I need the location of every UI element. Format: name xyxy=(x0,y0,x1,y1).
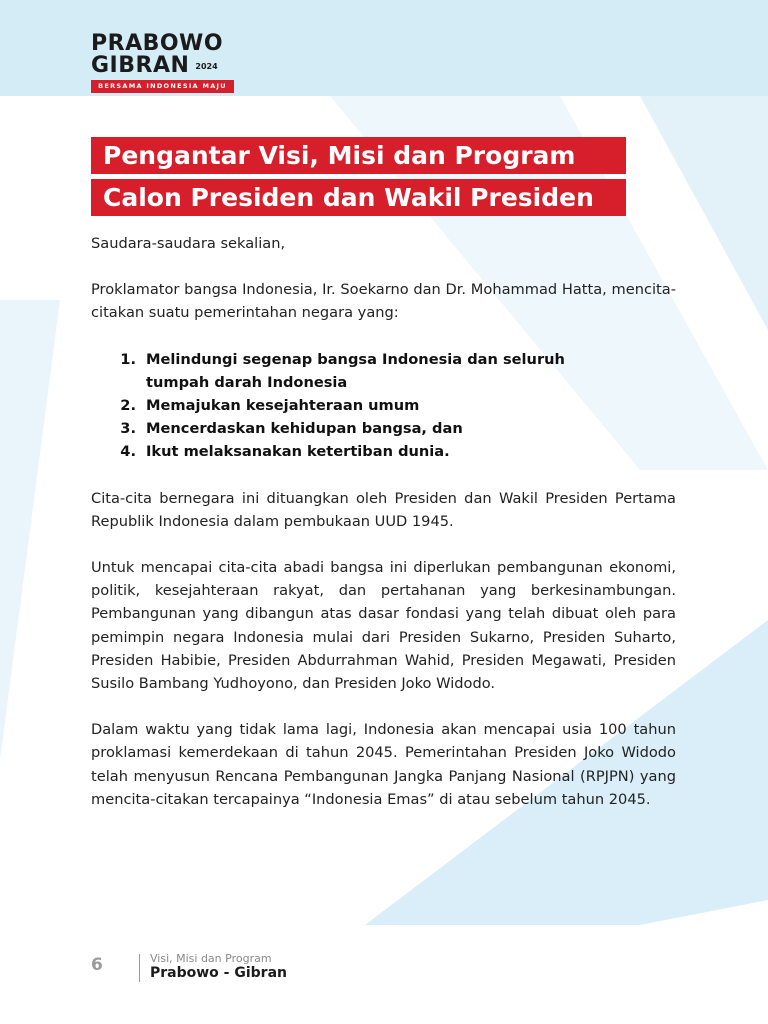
footer-divider xyxy=(139,954,140,982)
page-number: 6 xyxy=(91,955,103,975)
logo-year: 2024 xyxy=(195,62,218,71)
logo-gibran: GIBRAN xyxy=(91,53,190,78)
list-number: 3. xyxy=(120,420,136,438)
logo-line-prabowo: PRABOWO xyxy=(91,31,224,56)
page-title-line-1: Pengantar Visi, Misi dan Program xyxy=(91,137,626,174)
list-number: 1. xyxy=(120,350,136,368)
paragraph-development: Untuk mencapai cita-cita abadi bangsa ini diperlukan pembangunan ekonomi, politik, kesejahteraan rakyat, dan pertahanan yang berkesinambungan. Pembangunan yang dibangun atas dasar fondasi yang telah dibuat oleh para pemimpin negara Indonesia mulai dari Presiden Sukarno, Presiden Suharto, Presiden Habibie, Presiden Abdurrahman Wahid, Presiden Megawati, Presiden Susilo Bambang Yudhoyono, dan Presiden Joko Widodo. xyxy=(91,559,676,693)
list-item xyxy=(91,417,676,440)
page-content xyxy=(91,137,676,811)
list-item xyxy=(91,440,676,463)
list-text: Ikut melaksanakan ketertiban dunia. xyxy=(146,443,450,461)
list-text: Memajukan kesejahteraan umum xyxy=(146,397,420,415)
list-item xyxy=(91,394,676,417)
paragraph-indonesia-emas: Dalam waktu yang tidak lama lagi, Indonesia akan mencapai usia 100 tahun proklamasi kemerdekaan di tahun 2045. Pemerintahan Presiden Joko Widodo telah menyusun Rencana Pembangunan Jangka Panjang Nasional (RPJPN) yang mencita-citakan tercapainya “Indonesia Emas” di atau sebelum tahun 2045. xyxy=(91,721,676,808)
logo-tagline: BERSAMA INDONESIA MAJU xyxy=(91,80,234,93)
list-text: Melindungi segenap bangsa Indonesia dan seluruh tumpah darah Indonesia xyxy=(146,350,565,391)
intro-paragraph: Proklamator bangsa Indonesia, Ir. Soekarno dan Dr. Mohammad Hatta, mencita-citakan suatu pemerintahan negara yang: xyxy=(91,281,676,322)
page-title-line-2: Calon Presiden dan Wakil Presiden xyxy=(91,179,626,216)
brand-logo xyxy=(91,33,235,93)
list-item xyxy=(91,348,676,394)
footer-subtitle: Visi, Misi dan Program xyxy=(150,952,272,965)
greeting-text: Saudara-saudara sekalian, xyxy=(91,235,286,252)
list-number: 2. xyxy=(120,397,136,415)
logo-line-gibran xyxy=(91,55,235,77)
list-text: Mencerdaskan kehidupan bangsa, dan xyxy=(146,420,463,438)
list-number: 4. xyxy=(120,443,136,461)
footer-title: Prabowo - Gibran xyxy=(150,965,287,981)
paragraph-uud-1945: Cita-cita bernegara ini dituangkan oleh Presiden dan Wakil Presiden Pertama Republik Indonesia dalam pembukaan UUD 1945. xyxy=(91,489,676,530)
left-chevron xyxy=(0,300,60,760)
national-aims-list xyxy=(91,348,676,464)
